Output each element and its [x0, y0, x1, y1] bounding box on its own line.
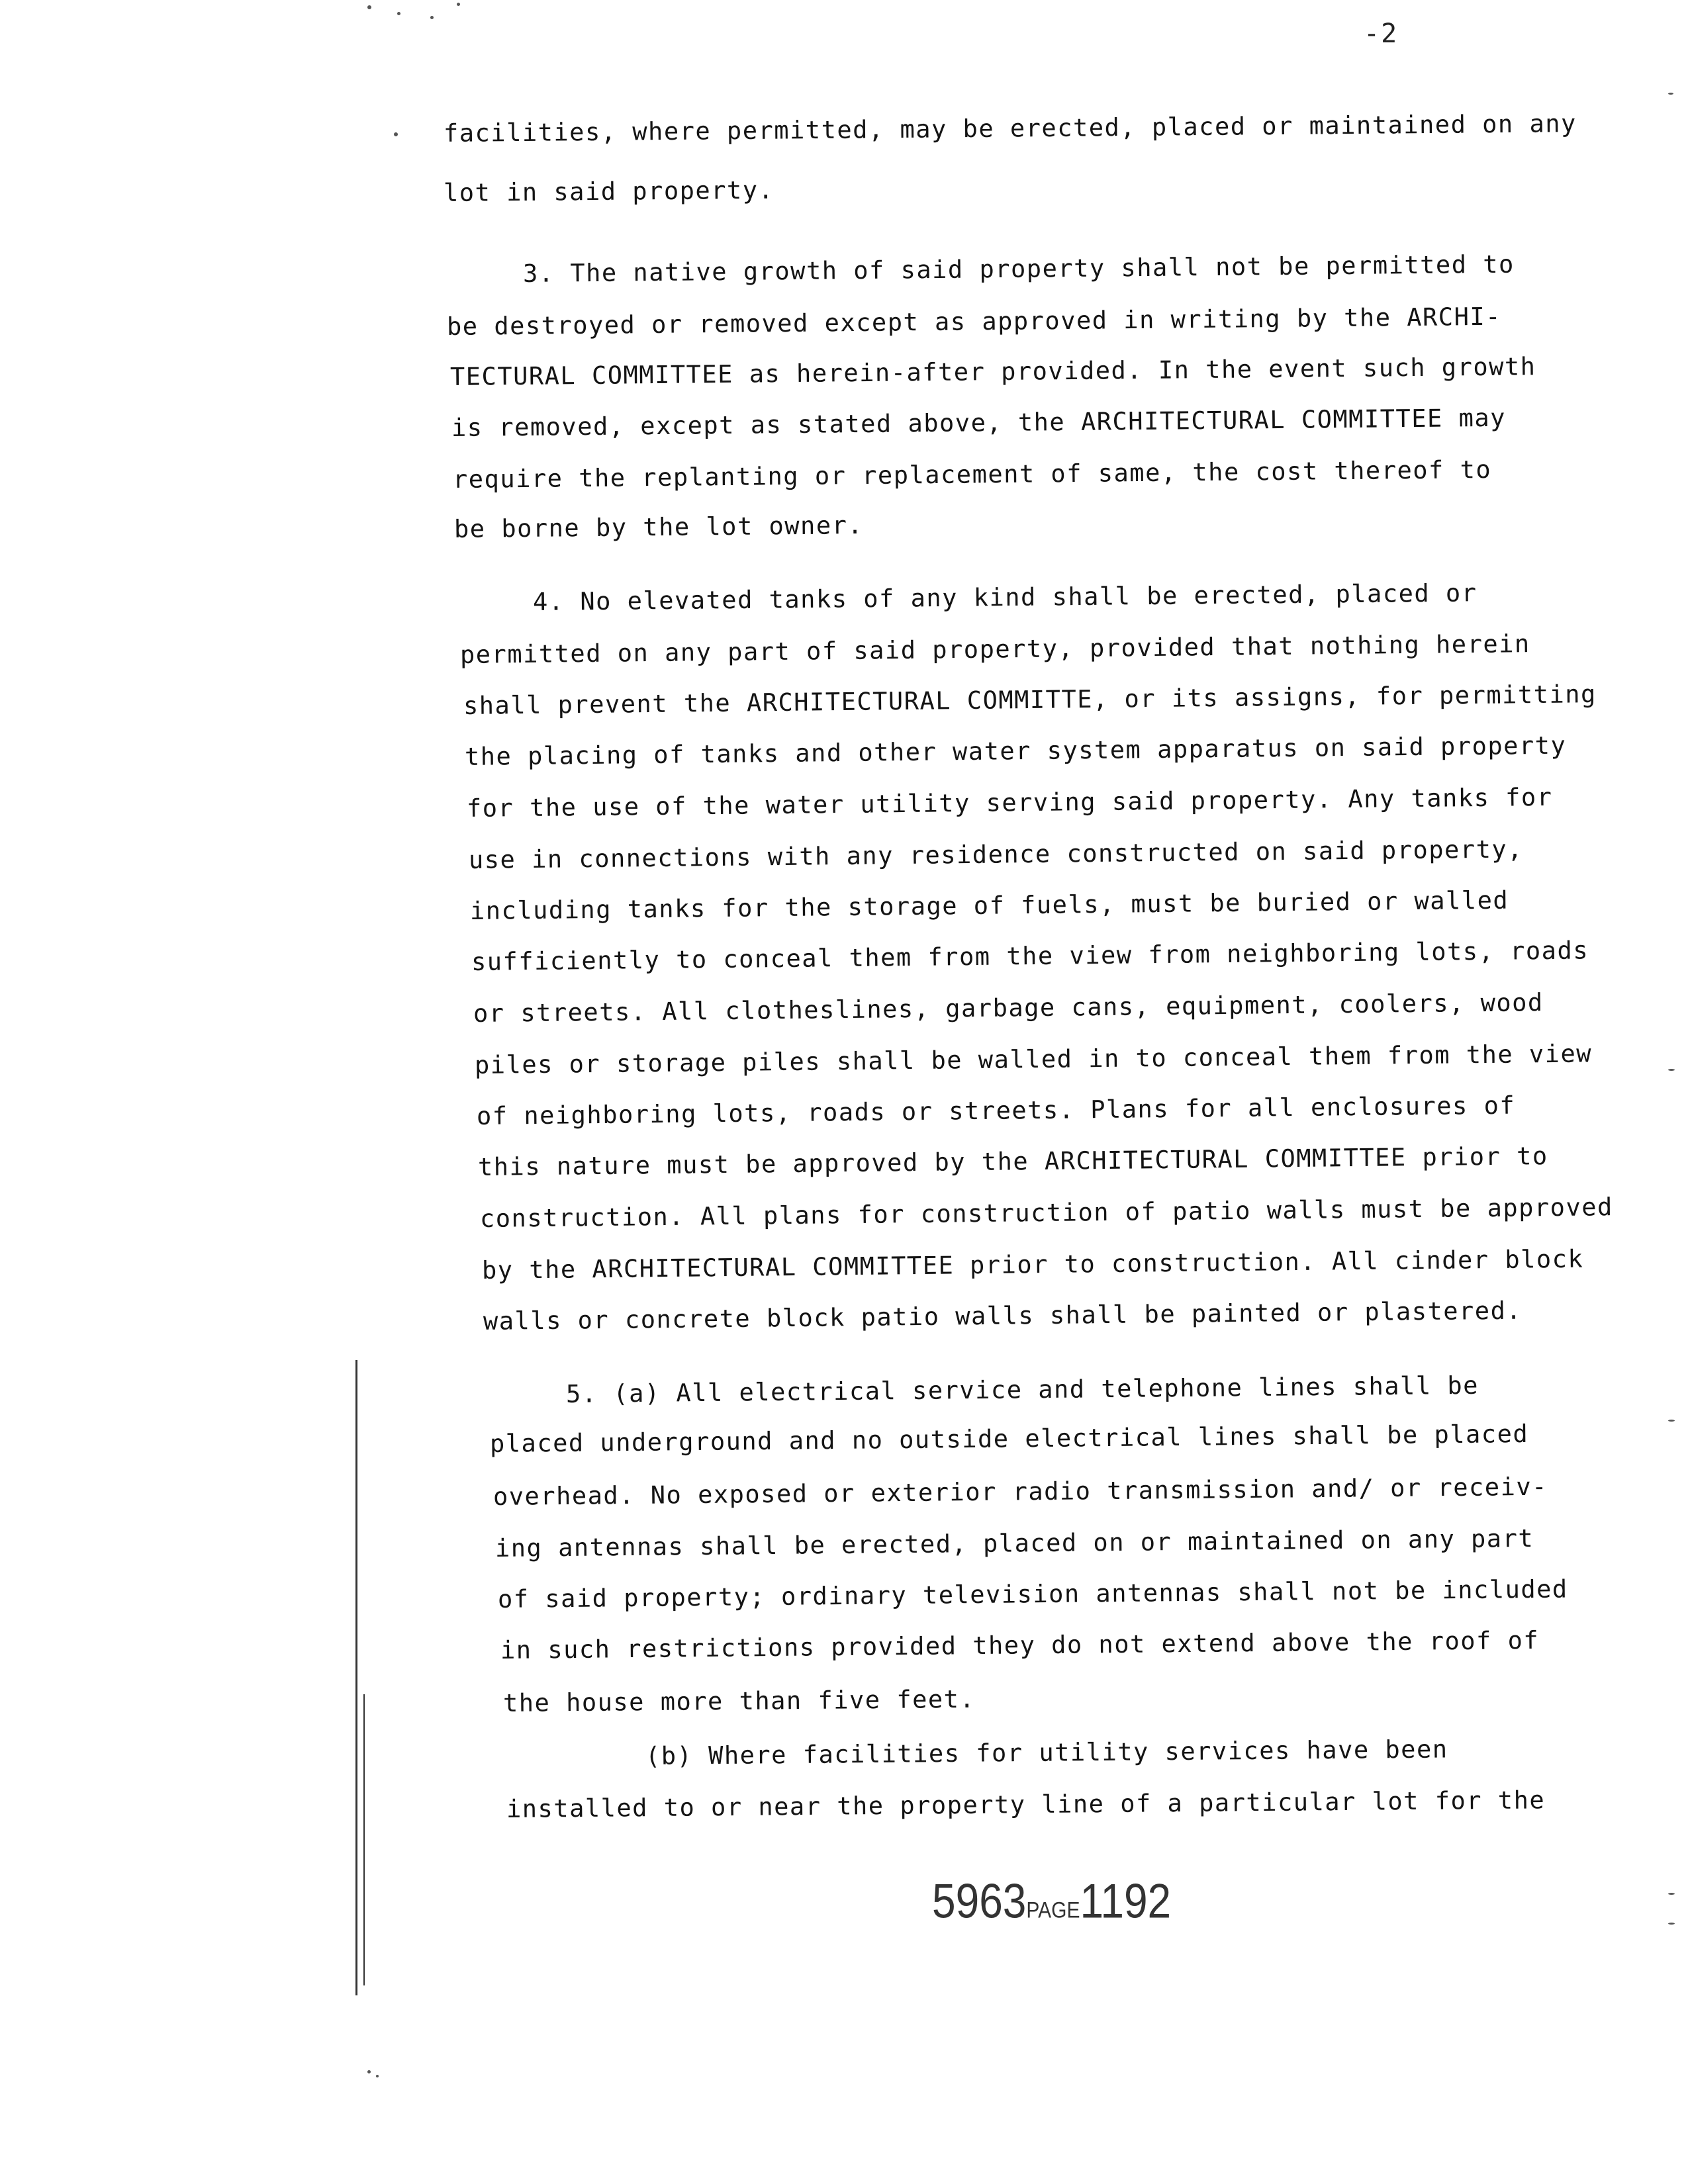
text-line: be destroyed or removed except as approved in writing by the ARCHI-: [446, 302, 1502, 341]
text-line: placed underground and no outside electrical lines shall be placed: [489, 1419, 1529, 1458]
text-line: in such restrictions provided they do not extend above the roof of: [500, 1625, 1540, 1664]
text-line: facilities, where permitted, may be erected, placed or maintained on any: [443, 109, 1577, 148]
left-margin-rule-lower: [363, 1694, 365, 1985]
text-line: use in connections with any residence constructed on said property,: [468, 835, 1524, 874]
text-line: by the ARCHITECTURAL COMMITTEE prior to construction. All cinder block: [481, 1244, 1584, 1285]
scan-speck: [1668, 1923, 1675, 1925]
text-line: piles or storage piles shall be walled in to conceal them from the view: [474, 1039, 1593, 1079]
text-line: installed to or near the property line of a particular lot for the: [506, 1786, 1546, 1823]
book-page-stamp: [932, 1872, 1171, 1929]
text-line: (b) Where facilities for utility services have been: [645, 1735, 1448, 1770]
scan-speck: [376, 2075, 379, 2077]
left-margin-rule: [355, 1360, 357, 1995]
text-line: walls or concrete block patio walls shall be painted or plastered.: [483, 1296, 1523, 1336]
scan-speck: [457, 3, 460, 6]
text-line: 5. (a) All electrical service and telephone lines shall be: [565, 1371, 1479, 1408]
text-line: permitted on any part of said property, provided that nothing herein: [459, 629, 1530, 669]
text-line: or streets. All clotheslines, garbage cans, equipment, coolers, wood: [473, 988, 1544, 1028]
scan-speck: [1668, 1893, 1675, 1895]
scan-speck: [1668, 93, 1673, 95]
scan-speck: [1668, 1420, 1675, 1422]
text-line: the placing of tanks and other water system apparatus on said property: [464, 731, 1567, 771]
text-line: 3. The native growth of said property shall not be permitted to: [522, 250, 1515, 288]
text-line: TECTURAL COMMITTEE as herein-after provided. In the event such growth: [449, 352, 1536, 391]
text-line: for the use of the water utility serving said property. Any tanks for: [466, 782, 1553, 823]
text-line: of said property; ordinary television antennas shall not be included: [497, 1574, 1568, 1614]
text-line: shall prevent the ARCHITECTURAL COMMITTE, or its assigns, for permitting: [463, 680, 1597, 720]
scan-speck: [367, 2070, 371, 2073]
text-line: the house more than five feet.: [502, 1684, 976, 1717]
scan-speck: [1668, 1069, 1675, 1071]
book-number: 5963: [932, 1873, 1027, 1929]
text-line: 4. No elevated tanks of any kind shall be erected, placed or: [532, 578, 1477, 616]
book-page-number: 1192: [1080, 1873, 1172, 1929]
text-line: ing antennas shall be erected, placed on or maintained on any part: [494, 1524, 1534, 1563]
text-line: construction. All plans for construction of patio walls must be approved: [479, 1193, 1614, 1233]
text-line: be borne by the lot owner.: [453, 511, 864, 543]
scan-speck: [397, 12, 400, 15]
text-line: require the replanting or replacement of same, the cost thereof to: [452, 455, 1492, 494]
text-line: of neighboring lots, roads or streets. Plans for all enclosures of: [476, 1091, 1516, 1130]
text-line: including tanks for the storage of fuels, must be buried or walled: [469, 886, 1509, 925]
text-line: lot in said property.: [443, 175, 774, 207]
scan-speck: [367, 5, 371, 9]
scan-speck: [430, 16, 434, 19]
scan-speck: [394, 132, 398, 136]
page-number: -2: [1364, 19, 1399, 49]
text-line: this nature must be approved by the ARCHITECTURAL COMMITTEE prior to: [477, 1142, 1548, 1181]
page-label: PAGE: [1026, 1897, 1080, 1923]
text-line: is removed, except as stated above, the ARCHITECTURAL COMMITTEE may: [451, 403, 1507, 442]
text-line: overhead. No exposed or exterior radio transmission and/ or receiv-: [492, 1472, 1548, 1511]
text-line: sufficiently to conceal them from the view from neighboring lots, roads: [471, 936, 1589, 976]
